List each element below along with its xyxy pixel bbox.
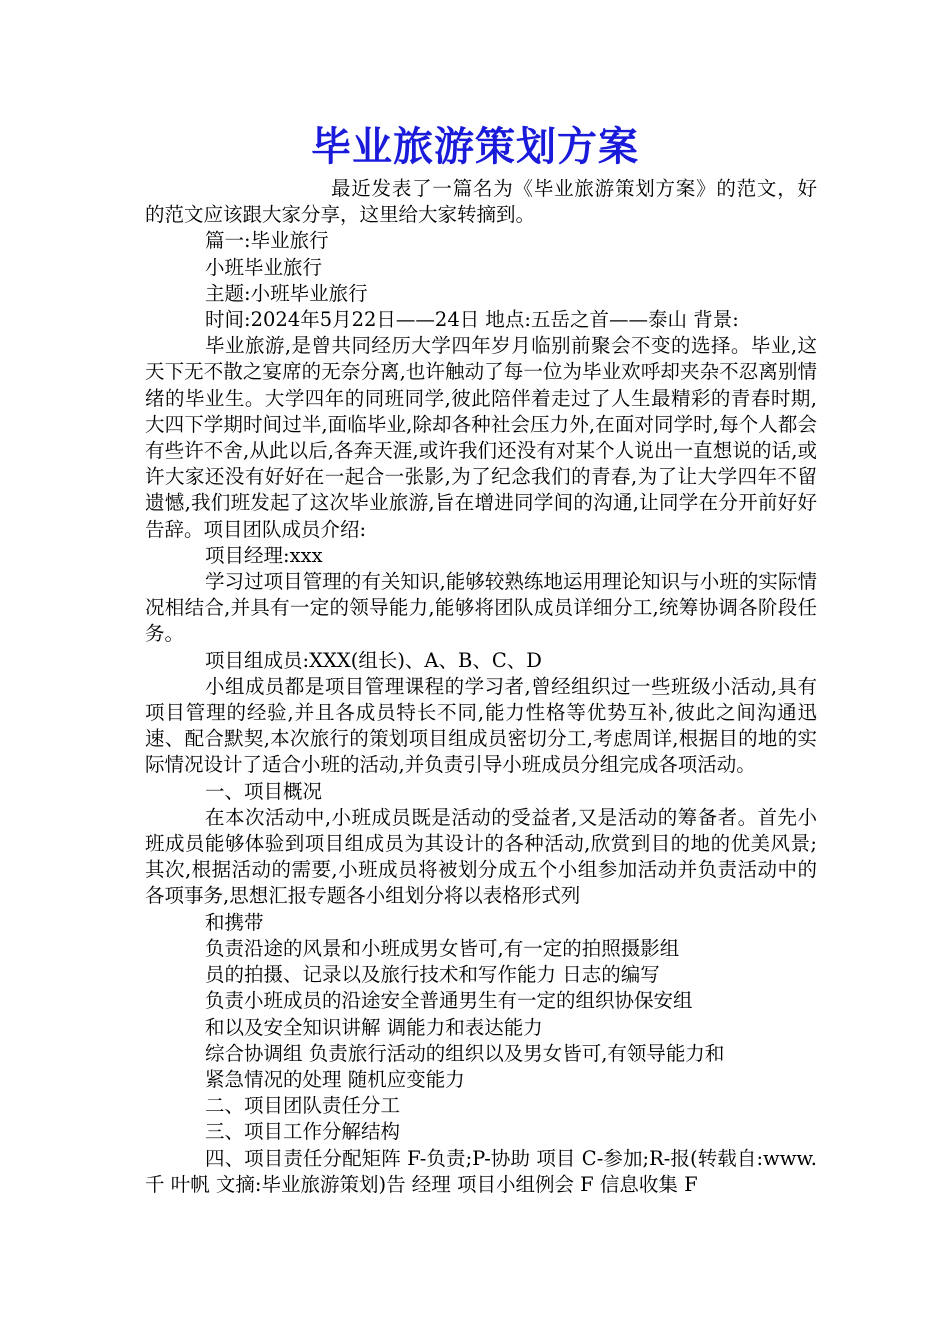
- section-heading-2: 二、项目团队责任分工: [205, 1094, 401, 1118]
- table-line: 负责沿途的风景和小班成男女皆可,有一定的拍照摄影组: [205, 936, 680, 960]
- table-line: 综合协调组 负责旅行活动的组织以及男女皆可,有领导能力和: [205, 1041, 725, 1065]
- section-heading-4: 四、项目责任分配矩阵 F-负责;P-协助 项目 C-参加;R-报(转载自:www.千 叶帆 文摘:毕业旅游策划)告 经理 项目小组例会 F 信息收集 F: [145, 1146, 817, 1196]
- section-heading-1: 篇一:毕业旅行: [205, 229, 329, 253]
- table-line: 和携带: [205, 910, 264, 934]
- background-paragraph: 毕业旅游,是曾共同经历大学四年岁月临别前聚会不变的选择。毕业,这天下无不散之宴席的无奈分离,也许触动了每一位为毕业欢呼却夹杂不忍离别情绪的毕业生。大学四年的同班同学,彼此陪伴着走过了人生最精彩的青春时期,大四下学期时间过半,面临毕业,除却各种社会压力外,在面对同学时,每个人都会有些许不舍,从此以后,各奔天涯,或许我们还没有对某个人说出一直想说的话,或许大家还没有好好在一起合一张影,为了纪念我们的青春,为了让大学四年不留遗憾,我们班发起了这次毕业旅游,旨在增进同学间的沟通,让同学在分开前好好告辞。项目团队成员介绍:: [145, 334, 817, 541]
- intro-paragraph: 最近发表了一篇名为《毕业旅游策划方案》的范文，好的范文应该跟大家分享，这里给大家转摘到。: [145, 177, 817, 227]
- table-line: 和以及安全知识讲解 调能力和表达能力: [205, 1015, 543, 1039]
- overview-paragraph: 在本次活动中,小班成员既是活动的受益者,又是活动的筹备者。首先小班成员能够体验到项目组成员为其设计的各种活动,欣赏到目的地的优美风景;其次,根据活动的需要,小班成员将被划分成五个小组参加活动并负责活动中的各项事务,思想汇报专题各小组划分将以表格形式列: [145, 805, 817, 908]
- manager-description: 学习过项目管理的有关知识,能够较熟练地运用理论知识与小班的实际情况相结合,并具有一定的领导能力,能够将团队成员详细分工,统筹协调各阶段任务。: [145, 570, 817, 646]
- subtitle-line: 小班毕业旅行: [205, 255, 323, 279]
- table-line: 紧急情况的处理 随机应变能力: [205, 1067, 465, 1091]
- section-heading-3: 三、项目工作分解结构: [205, 1120, 401, 1144]
- members-line: 项目组成员:XXX(组长)、A、B、C、D: [205, 648, 542, 672]
- table-line: 员的拍摄、记录以及旅行技术和写作能力 日志的编写: [205, 963, 660, 987]
- overview-heading: 一、项目概况: [205, 779, 323, 803]
- members-description: 小组成员都是项目管理课程的学习者,曾经组织过一些班级小活动,具有项目管理的经验,并且各成员特长不同,能力性格等优势互补,彼此之间沟通迅速、配合默契,本次旅行的策划项目组成员密切分工,考虑周详,根据目的地的实际情况设计了适合小班的活动,并负责引导小班成员分组完成各项活动。: [145, 674, 817, 777]
- manager-line: 项目经理:xxx: [205, 543, 323, 567]
- document-body: [145, 176, 817, 1198]
- time-place-line: 时间:2024年5月22日——24日 地点:五岳之首——泰山 背景:: [205, 308, 739, 332]
- table-line: 负责小班成员的沿途安全普通男生有一定的组织协保安组: [205, 989, 693, 1013]
- theme-line: 主题:小班毕业旅行: [205, 281, 368, 305]
- document-title: 毕业旅游策划方案: [311, 124, 639, 170]
